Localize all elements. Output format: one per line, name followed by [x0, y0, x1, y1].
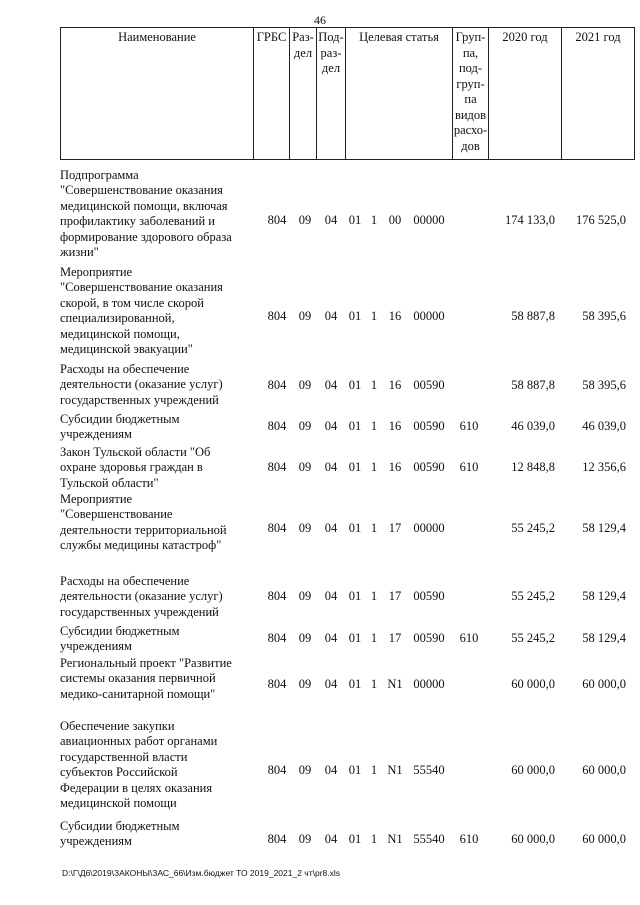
cell-y2020: 55 245,2 [511, 631, 555, 645]
cell-y2021: 60 000,0 [582, 832, 626, 846]
cell-t1: 01 [348, 832, 362, 846]
cell-t3: 16 [388, 460, 402, 474]
cell-t3: 16 [388, 309, 402, 323]
cell-y2020: 58 887,8 [511, 378, 555, 392]
cell-y2021: 60 000,0 [582, 677, 626, 691]
cell-t3: 16 [388, 419, 402, 433]
cell-y2020: 60 000,0 [511, 832, 555, 846]
cell-t2: 1 [370, 309, 378, 323]
row-name-line: учреждениям [60, 639, 132, 654]
cell-prz: 04 [324, 460, 338, 474]
cell-grbs: 804 [267, 460, 287, 474]
cell-t3: N1 [387, 832, 403, 846]
cell-y2020: 55 245,2 [511, 521, 555, 535]
row-name-line: Федерации в целях оказания [60, 780, 213, 795]
cell-prz: 04 [324, 677, 338, 691]
row-name-line: Мероприятие [60, 492, 133, 506]
header-2020: 2020 год [488, 27, 561, 159]
row-name [60, 445, 253, 491]
cell-y2021: 58 129,4 [582, 521, 626, 535]
row-name-line: Тульской области" [60, 475, 159, 490]
cell-t2: 1 [370, 378, 378, 392]
cell-rz: 09 [298, 419, 312, 433]
cell-y2020: 60 000,0 [511, 763, 555, 777]
row-name-line: медико-санитарной помощи" [60, 686, 216, 701]
cell-y2021: 58 395,6 [582, 378, 626, 392]
cell-y2020: 12 848,8 [511, 460, 555, 474]
cell-prz: 04 [324, 213, 338, 227]
cell-prz: 04 [324, 309, 338, 323]
cell-rz: 09 [298, 213, 312, 227]
cell-rz: 09 [298, 763, 312, 777]
row-name-line: формирование здорового образа [60, 229, 232, 244]
header-name: Наименование [60, 27, 253, 159]
row-name-line: скорой, в том числе скорой [60, 295, 204, 310]
cell-rz: 09 [298, 460, 312, 474]
row-name [60, 624, 253, 655]
cell-t1: 01 [348, 589, 362, 603]
cell-t3: N1 [387, 763, 403, 777]
cell-t1: 01 [348, 631, 362, 645]
cell-grbs: 804 [267, 521, 287, 535]
row-name [60, 265, 253, 357]
cell-y2021: 58 395,6 [582, 309, 626, 323]
cell-t1: 01 [348, 378, 362, 392]
row-name-line: медицинской помощи [60, 796, 177, 811]
cell-prz: 04 [324, 419, 338, 433]
header-target: Целевая статья [345, 27, 452, 159]
cell-t2: 1 [370, 460, 378, 474]
cell-grbs: 804 [267, 589, 287, 603]
cell-prz: 04 [324, 631, 338, 645]
row-name-line: Региональный проект "Развитие [60, 656, 232, 670]
cell-t3: 16 [388, 378, 402, 392]
cell-grbs: 804 [267, 213, 287, 227]
cell-y2020: 174 133,0 [505, 213, 555, 227]
cell-t1: 01 [348, 309, 362, 323]
cell-t3: 00 [388, 213, 402, 227]
row-name [60, 656, 253, 702]
row-name-line: медицинской помощи, включая [60, 198, 228, 213]
cell-t2: 1 [370, 677, 378, 691]
cell-y2021: 58 129,4 [582, 631, 626, 645]
cell-vr: 610 [459, 460, 479, 474]
cell-rz: 09 [298, 631, 312, 645]
cell-t4: 00000 [413, 213, 445, 227]
row-name-line: государственных учреждений [60, 604, 219, 619]
cell-prz: 04 [324, 589, 338, 603]
row-name-line: системы оказания первичной [60, 671, 216, 686]
row-name-line: деятельности (оказание услуг) [60, 589, 223, 604]
row-name [60, 412, 253, 443]
header-grbs: ГРБС [253, 27, 289, 159]
cell-grbs: 804 [267, 677, 287, 691]
cell-t4: 00590 [413, 589, 445, 603]
cell-t2: 1 [370, 419, 378, 433]
row-name-line: Подпрограмма [60, 168, 139, 182]
cell-rz: 09 [298, 832, 312, 846]
row-name [60, 719, 253, 811]
header-podrazdel: Под- раз- дел [316, 27, 345, 159]
cell-t3: 17 [388, 589, 402, 603]
cell-t4: 00590 [413, 378, 445, 392]
cell-t4: 00000 [413, 677, 445, 691]
cell-rz: 09 [298, 521, 312, 535]
cell-y2021: 46 039,0 [582, 419, 626, 433]
row-name-line: Мероприятие [60, 265, 133, 279]
cell-rz: 09 [298, 589, 312, 603]
row-name-line: государственной власти [60, 749, 188, 764]
cell-t1: 01 [348, 419, 362, 433]
row-name-line: службы медицины катастроф" [60, 538, 222, 553]
row-name-line: Субсидии бюджетным [60, 412, 180, 426]
cell-prz: 04 [324, 763, 338, 777]
cell-t4: 00590 [413, 631, 445, 645]
cell-t4: 55540 [413, 763, 445, 777]
cell-t2: 1 [370, 631, 378, 645]
page-number: 46 [314, 13, 326, 27]
cell-y2021: 60 000,0 [582, 763, 626, 777]
cell-y2020: 58 887,8 [511, 309, 555, 323]
row-name [60, 168, 253, 260]
cell-grbs: 804 [267, 378, 287, 392]
row-name [60, 492, 253, 554]
row-name-line: деятельности (оказание услуг) [60, 377, 223, 392]
cell-t4: 00590 [413, 460, 445, 474]
cell-grbs: 804 [267, 832, 287, 846]
cell-t2: 1 [370, 832, 378, 846]
header-2021: 2021 год [561, 27, 635, 159]
row-name-line: государственных учреждений [60, 392, 219, 407]
row-name-line: деятельности территориальной [60, 522, 227, 537]
row-name-line: охране здоровья граждан в [60, 460, 203, 475]
cell-grbs: 804 [267, 419, 287, 433]
cell-t3: 17 [388, 631, 402, 645]
row-name-line: учреждениям [60, 427, 132, 442]
row-name-line: медицинской эвакуации" [60, 342, 193, 357]
cell-y2020: 60 000,0 [511, 677, 555, 691]
cell-t1: 01 [348, 460, 362, 474]
cell-grbs: 804 [267, 309, 287, 323]
row-name-line: Субсидии бюджетным [60, 819, 180, 833]
row-name-line: субъектов Российской [60, 765, 178, 780]
row-name-line: "Совершенствование оказания [60, 280, 223, 295]
cell-rz: 09 [298, 309, 312, 323]
cell-t4: 00590 [413, 419, 445, 433]
cell-vr: 610 [459, 419, 479, 433]
row-name-line: медицинской помощи, [60, 326, 180, 341]
row-name-line: Расходы на обеспечение [60, 362, 190, 376]
row-name-line: "Совершенствование оказания [60, 183, 223, 198]
cell-y2020: 55 245,2 [511, 589, 555, 603]
row-name-line: Субсидии бюджетным [60, 624, 180, 638]
row-name-line: специализированной, [60, 311, 175, 326]
row-name-line: "Совершенствование [60, 507, 173, 522]
cell-t3: N1 [387, 677, 403, 691]
cell-grbs: 804 [267, 763, 287, 777]
cell-rz: 09 [298, 378, 312, 392]
cell-t2: 1 [370, 763, 378, 777]
cell-prz: 04 [324, 521, 338, 535]
row-name-line: Закон Тульской области "Об [60, 445, 211, 459]
cell-t4: 55540 [413, 832, 445, 846]
cell-y2021: 12 356,6 [582, 460, 626, 474]
cell-t1: 01 [348, 677, 362, 691]
cell-t1: 01 [348, 763, 362, 777]
row-name [60, 574, 253, 620]
cell-rz: 09 [298, 677, 312, 691]
row-name-line: профилактику заболеваний и [60, 214, 215, 229]
cell-t3: 17 [388, 521, 402, 535]
cell-grbs: 804 [267, 631, 287, 645]
cell-t2: 1 [370, 589, 378, 603]
row-name-line: Обеспечение закупки [60, 719, 175, 733]
cell-prz: 04 [324, 378, 338, 392]
cell-y2021: 176 525,0 [576, 213, 626, 227]
cell-y2020: 46 039,0 [511, 419, 555, 433]
row-name [60, 362, 253, 408]
cell-t4: 00000 [413, 521, 445, 535]
row-name-line: авиационных работ органами [60, 734, 218, 749]
cell-t2: 1 [370, 521, 378, 535]
header-vid: Груп- па, под- груп- па видов расхо- дов [452, 27, 488, 159]
cell-t1: 01 [348, 213, 362, 227]
row-name-line: Расходы на обеспечение [60, 574, 190, 588]
header-razdel: Раз- дел [289, 27, 316, 159]
row-name-line: учреждениям [60, 834, 132, 849]
cell-prz: 04 [324, 832, 338, 846]
cell-t4: 00000 [413, 309, 445, 323]
cell-vr: 610 [459, 631, 479, 645]
table-header [60, 27, 635, 159]
cell-t2: 1 [370, 213, 378, 227]
cell-y2021: 58 129,4 [582, 589, 626, 603]
row-name-line: жизни" [60, 245, 99, 260]
file-path-footer: D:\Г\Д6\2019\ЗАКОНЫ\ЗАС_66\Изм.бюджет ТО 2019_2021_2 чт\pr8.xls [62, 868, 341, 878]
cell-vr: 610 [459, 832, 479, 846]
row-name [60, 819, 253, 850]
cell-t1: 01 [348, 521, 362, 535]
